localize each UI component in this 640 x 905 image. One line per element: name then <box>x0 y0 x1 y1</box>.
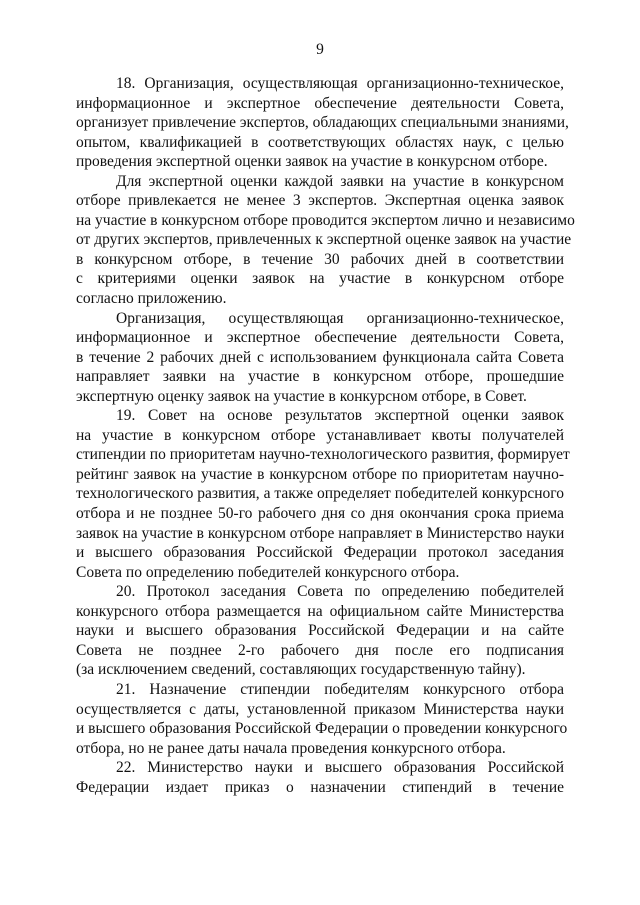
text-line: информационное и экспертное обеспечение деятельности Совета, <box>76 94 564 112</box>
text-line: (за исключением сведений, составляющих государственную тайну). <box>76 661 526 679</box>
paragraph-2 <box>76 172 575 309</box>
text-line: конкурсного отбора размещается на официальном сайте Министерства <box>76 602 564 620</box>
text-line: с критериями оценки заявок на участие в конкурсном отборе <box>76 270 564 288</box>
text-line: в течение 2 рабочих дней с использованием функционала сайта Совета <box>76 348 564 366</box>
text-line: отбора, но не ранее даты начала проведения конкурсного отбора. <box>76 739 506 757</box>
text-line: заявок на участие в конкурсном отборе направляет в Министерство науки <box>76 524 565 542</box>
text-line: информационное и экспертное обеспечение деятельности Совета, <box>76 329 564 347</box>
paragraph-4 <box>76 406 570 582</box>
text-line: 21. Назначение стипендии победителям конкурсного отбора <box>116 680 564 698</box>
text-line: Организация, осуществляющая организационно-техническое, <box>116 309 564 327</box>
text-line: 22. Министерство науки и высшего образования Российской <box>116 759 564 777</box>
text-line: рейтинг заявок на участие в конкурсном отборе по приоритетам научно- <box>76 465 564 483</box>
paragraph-7 <box>76 758 564 797</box>
text-line: направляет заявки на участие в конкурсном отборе, прошедшие <box>76 368 564 386</box>
text-line: в конкурсном отборе, в течение 30 рабочих дней в соответствии <box>76 250 564 268</box>
text-line: организует привлечение экспертов, обладающих специальными знаниями, <box>76 114 569 132</box>
text-line: технологического развития, а также определяет победителей конкурсного <box>76 485 564 503</box>
text-line: Федерации издает приказ о назначении стипендий в течение <box>76 778 564 796</box>
paragraph-3 <box>76 309 564 407</box>
text-line: отбора и не позднее 50-го рабочего дня со дня окончания срока приема <box>76 505 564 523</box>
text-line: согласно приложению. <box>76 290 227 308</box>
text-line: стипендии по приоритетам научно-технологического развития, формирует <box>76 446 570 464</box>
text-line: опытом, квалификацией в соответствующих областях наук, с целью <box>76 133 564 151</box>
text-line: от других экспертов, привлеченных к экспертной оценке заявок на участие <box>76 231 572 249</box>
page-number: 9 <box>316 41 324 58</box>
text-line: экспертную оценку заявок на участие в конкурсном отборе, в Совет. <box>76 387 527 405</box>
text-line: осуществляется с даты, установленной приказом Министерства науки <box>76 700 564 718</box>
text-line: Совета не позднее 2-го рабочего дня после его подписания <box>76 641 564 659</box>
text-line: и высшего образования Российской Федерации протокол заседания <box>76 544 564 562</box>
text-line: науки и высшего образования Российской Федерации и на сайте <box>76 622 564 640</box>
text-line: и высшего образования Российской Федерации о проведении конкурсного <box>76 720 568 738</box>
paragraph-1 <box>76 74 569 172</box>
document-body <box>76 74 575 797</box>
paragraph-6 <box>76 680 568 758</box>
text-line: Совета по определению победителей конкурсного отбора. <box>76 563 460 581</box>
paragraph-5 <box>76 582 564 680</box>
text-line: на участие в конкурсном отборе проводится экспертом лично и независимо <box>76 211 575 229</box>
text-line: проведения экспертной оценки заявок на участие в конкурсном отборе. <box>76 153 548 171</box>
text-line: 19. Совет на основе результатов экспертной оценки заявок <box>116 407 564 425</box>
text-line: отборе привлекается не менее 3 экспертов. Экспертная оценка заявок <box>76 192 564 210</box>
text-line: на участие в конкурсном отборе устанавливает квоты получателей <box>76 426 564 444</box>
text-line: 18. Организация, осуществляющая организационно-техническое, <box>116 75 564 92</box>
text-line: 20. Протокол заседания Совета по определению победителей <box>116 583 564 601</box>
text-line: Для экспертной оценки каждой заявки на участие в конкурсном <box>116 172 564 190</box>
